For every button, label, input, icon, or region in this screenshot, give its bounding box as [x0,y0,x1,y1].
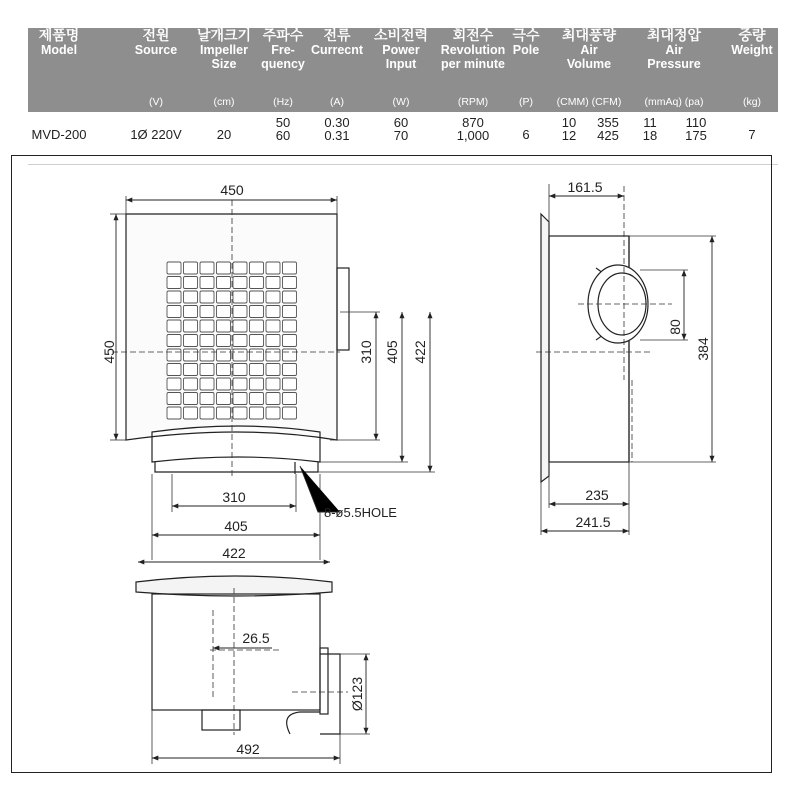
grille-cell [283,407,297,419]
dim-161-5: 161.5 [567,179,603,195]
bottom-duct-base [320,648,328,714]
bottom-view [136,576,340,734]
header-air-pressure: 최대정압 Air Pressure (mmAq) (pa) [644,27,704,108]
grille-cell [167,291,181,303]
grille-cell [184,378,198,390]
cell-frequency: 50 60 [275,115,291,143]
grille-cell [167,335,181,347]
grille-cell [266,364,280,376]
duct-outlet [320,654,340,734]
grille-cell [266,378,280,390]
dim-235: 235 [585,487,609,503]
header-rpm: 회전수 Revolution per minute (RPM) [440,27,506,108]
grille-cell [266,262,280,274]
grille-cell [184,291,198,303]
header-pole: 극수 Pole (P) [512,27,540,108]
bottom-body [152,594,320,710]
grille-cell [266,393,280,405]
grille-cell [250,349,264,361]
grille-cell [250,407,264,419]
grille-cell [250,335,264,347]
hole-spec-label: 8-ø5.5HOLE [324,505,397,520]
dim-duct-diameter: Ø123 [349,676,365,712]
grille-cell [217,320,231,332]
mount-rail [155,462,318,472]
grille-cell [217,306,231,318]
grille-cell [167,378,181,390]
dim-front-height: 450 [101,340,117,364]
grille-cell [266,277,280,289]
cell-source: 1Ø 220V [130,127,182,142]
grille-cell [250,364,264,376]
grille-cell [217,277,231,289]
grille-cell [233,378,247,390]
grille-cell [283,393,297,405]
grille-cell [283,291,297,303]
grille-cell [167,277,181,289]
grille-cell [250,306,264,318]
grille-cell [233,364,247,376]
grille-cell [184,320,198,332]
grille-cell [283,306,297,318]
dim-405-horizontal: 405 [224,518,248,534]
grille-cell [250,393,264,405]
grille-cell [217,349,231,361]
grille-cell [167,364,181,376]
grille-cell [200,291,214,303]
cell-air-volume-cmm: 10 12 [561,115,577,143]
cell-current: 0.30 0.31 [324,115,350,143]
grille-cell [200,335,214,347]
cell-pressure-mmaq: 11 18 [642,115,658,143]
grille-cell [167,349,181,361]
duct-elbow [287,712,320,734]
header-source: 전원 Source (V) [134,27,178,108]
grille-cell [200,393,214,405]
dim-422-vertical: 422 [412,340,428,364]
grille-cell [250,291,264,303]
header-weight: 중량 Weight (kg) [731,27,773,108]
grille-cell [167,393,181,405]
dim-front-width: 450 [220,182,244,198]
cell-air-volume-cfm: 355 425 [597,115,619,143]
grille-cell [184,364,198,376]
grille-cell [217,262,231,274]
grille-cell [266,320,280,332]
bottom-center-lines [210,588,348,735]
dim-80: 80 [667,319,683,335]
grille-cell [200,306,214,318]
side-motor-housing [337,268,349,350]
grille-cell [184,349,198,361]
grille-cell [167,320,181,332]
grille-cell [200,378,214,390]
grille-cell [233,262,247,274]
grille-cell [217,378,231,390]
grille-cell [184,306,198,318]
header-frequency: 주파수 Fre- quency (Hz) [261,27,305,108]
grille-cell [283,262,297,274]
grille-cell [266,349,280,361]
grille-cell [250,277,264,289]
header-power: 소비전력 Power Input (W) [373,27,429,108]
grille-cell [266,407,280,419]
grille-cell [184,262,198,274]
front-panel [126,214,337,440]
cell-model: MVD-200 [31,127,87,142]
grille-cell [184,393,198,405]
grille-cell [184,277,198,289]
cell-pole: 6 [522,127,530,142]
dim-492: 492 [236,741,260,757]
grille-cell [233,349,247,361]
cell-impeller: 20 [216,127,232,142]
grille-cell [200,364,214,376]
grille-cell [283,335,297,347]
dim-405-vertical: 405 [384,340,400,364]
grille-cell [217,364,231,376]
grille-cell [217,291,231,303]
dim-310-vertical: 310 [358,340,374,364]
grille-cell [266,291,280,303]
side-dimension-lines [541,196,712,531]
side-view [541,214,648,482]
header-current: 전류 Currecnt (A) [310,27,364,108]
grille-cell [184,335,198,347]
grille-cell [233,320,247,332]
grille-cell [283,364,297,376]
grille-cell [217,393,231,405]
side-flange [541,214,549,482]
grille-cell [250,262,264,274]
cell-rpm: 870 1,000 [456,115,490,143]
grille-cell [167,306,181,318]
cell-weight: 7 [748,127,756,142]
grille-cell [250,320,264,332]
grille-cell [233,335,247,347]
grille-cell [283,378,297,390]
grille-cell [200,407,214,419]
grille-cell [233,277,247,289]
grille-cell [283,320,297,332]
cell-power: 60 70 [393,115,409,143]
grille-cell [184,407,198,419]
grille-cell [266,306,280,318]
grille-cell [233,291,247,303]
grille-cell [200,262,214,274]
grille-cell [167,407,181,419]
header-impeller: 날개크기 Impeller Size (cm) [196,27,252,108]
grille-cell [283,349,297,361]
grille-cell [233,393,247,405]
grille-cell [217,407,231,419]
dim-310-horizontal: 310 [222,489,246,505]
dim-422-horizontal: 422 [222,545,246,561]
grille-cell [200,320,214,332]
grille-cell [167,262,181,274]
grille-cell [283,277,297,289]
dim-241-5: 241.5 [575,514,611,530]
grille-cell [250,378,264,390]
grille-cell [266,335,280,347]
header-air-volume: 최대풍량 Air Volume (CMM) (CFM) [556,27,622,108]
grille-cell [233,407,247,419]
header-model: 제품명 Model [38,27,80,57]
bottom-extension-lines [152,654,370,764]
dim-26-5: 26.5 [242,630,270,646]
grille-cell [200,277,214,289]
cell-pressure-pa: 110 175 [685,115,707,143]
grille-cell [200,349,214,361]
grille-cell [233,306,247,318]
dim-384: 384 [695,337,711,361]
grille-cell [217,335,231,347]
